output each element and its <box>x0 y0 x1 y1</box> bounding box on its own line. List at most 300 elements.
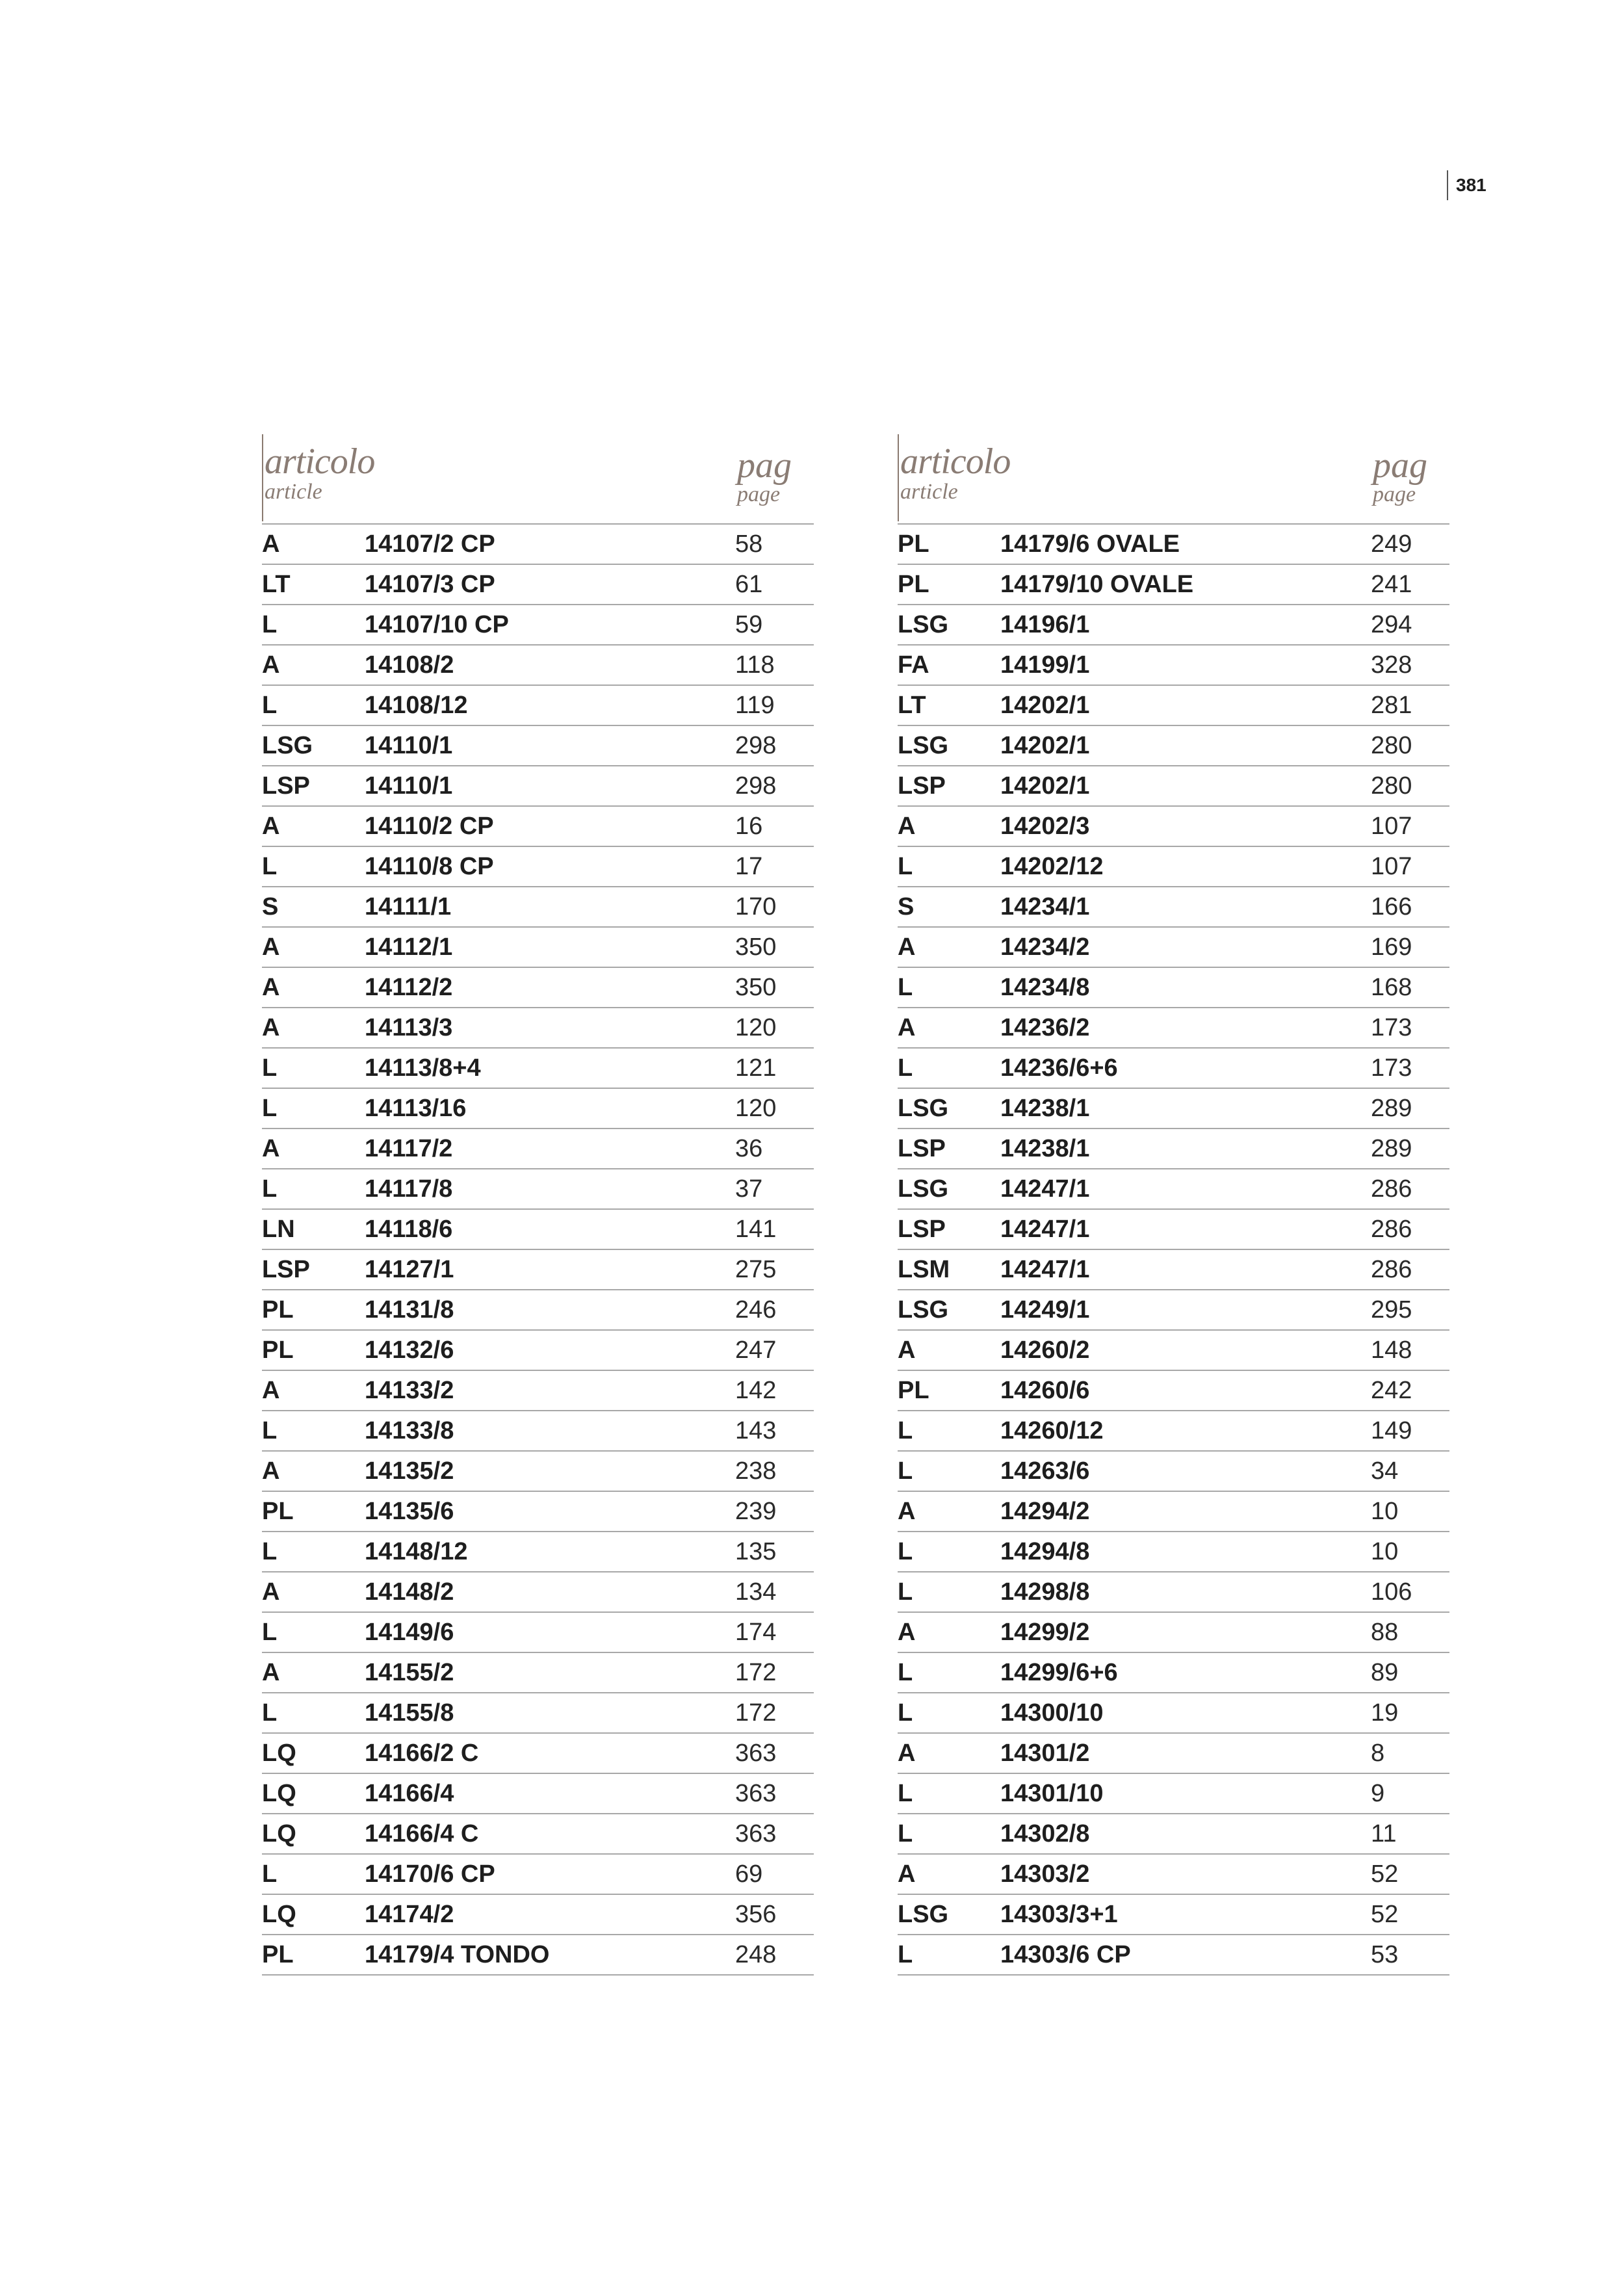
article-number-cell: 14298/8 <box>1000 1572 1371 1612</box>
article-number-cell: 14299/6+6 <box>1000 1652 1371 1693</box>
page-ref-cell: 328 <box>1371 645 1449 685</box>
article-number-cell: 14108/2 <box>365 645 735 685</box>
article-number-cell: 14299/2 <box>1000 1612 1371 1652</box>
page-ref-cell: 286 <box>1371 1209 1449 1249</box>
table-row <box>262 1572 814 1612</box>
page-ref-cell: 119 <box>735 685 814 725</box>
article-number-cell: 14108/12 <box>365 685 735 725</box>
article-number-cell: 14107/10 CP <box>365 605 735 645</box>
article-number-cell: 14110/1 <box>365 725 735 766</box>
table-row <box>262 1330 814 1370</box>
page-ref-cell: 168 <box>1371 967 1449 1008</box>
page-ref-cell: 52 <box>1371 1854 1449 1894</box>
article-number-cell: 14300/10 <box>1000 1693 1371 1733</box>
page-ref-cell: 17 <box>735 846 814 887</box>
page-ref-cell: 289 <box>1371 1088 1449 1128</box>
article-number-cell: 14202/12 <box>1000 846 1371 887</box>
page-ref-cell: 356 <box>735 1894 814 1935</box>
table-row <box>898 1894 1449 1935</box>
family-code-cell: L <box>262 1169 365 1209</box>
article-number-cell: 14132/6 <box>365 1330 735 1370</box>
family-code-cell: A <box>262 1008 365 1048</box>
family-code-cell: A <box>898 1612 1000 1652</box>
article-number-cell: 14148/12 <box>365 1532 735 1572</box>
column-header <box>898 434 1449 523</box>
table-row <box>898 1290 1449 1330</box>
family-code-cell: L <box>898 1048 1000 1088</box>
page-ref-cell: 16 <box>735 806 814 846</box>
article-number-cell: 14247/1 <box>1000 1249 1371 1290</box>
page-ref-cell: 239 <box>735 1491 814 1532</box>
column-header <box>262 434 814 523</box>
table-row <box>898 1491 1449 1532</box>
article-number-cell: 14107/3 CP <box>365 564 735 605</box>
article-number-cell: 14112/2 <box>365 967 735 1008</box>
family-code-cell: LSG <box>898 1290 1000 1330</box>
article-number-cell: 14117/2 <box>365 1128 735 1169</box>
table-row <box>262 725 814 766</box>
table-row <box>898 1008 1449 1048</box>
table-row <box>898 1411 1449 1451</box>
page-ref-cell: 58 <box>735 524 814 564</box>
page-ref-cell: 350 <box>735 927 814 967</box>
page-ref-cell: 363 <box>735 1814 814 1854</box>
family-code-cell: S <box>898 887 1000 927</box>
family-code-cell: LSP <box>262 1249 365 1290</box>
article-number-cell: 14301/2 <box>1000 1733 1371 1773</box>
article-number-cell: 14202/1 <box>1000 766 1371 806</box>
family-code-cell: LQ <box>262 1894 365 1935</box>
article-number-cell: 14127/1 <box>365 1249 735 1290</box>
table-row <box>262 1854 814 1894</box>
page-number: 381 <box>1447 170 1487 200</box>
table-row <box>262 1894 814 1935</box>
page-ref-cell: 11 <box>1371 1814 1449 1854</box>
family-code-cell: A <box>262 1370 365 1411</box>
family-code-cell: L <box>262 1088 365 1128</box>
table-row <box>262 1008 814 1048</box>
index-column-right <box>898 434 1449 1976</box>
header-article-english: article <box>265 480 322 504</box>
table-row <box>262 1370 814 1411</box>
header-page-english: page <box>737 482 781 506</box>
table-row <box>898 887 1449 927</box>
page-ref-cell: 53 <box>1371 1935 1449 1975</box>
page-ref-cell: 363 <box>735 1733 814 1773</box>
table-row <box>898 927 1449 967</box>
family-code-cell: S <box>262 887 365 927</box>
page-ref-cell: 166 <box>1371 887 1449 927</box>
header-article-italian: articolo <box>265 441 375 482</box>
family-code-cell: L <box>898 1773 1000 1814</box>
page-ref-cell: 148 <box>1371 1330 1449 1370</box>
article-number-cell: 14260/12 <box>1000 1411 1371 1451</box>
table-row <box>262 1411 814 1451</box>
page-ref-cell: 350 <box>735 967 814 1008</box>
family-code-cell: A <box>262 1128 365 1169</box>
page-ref-cell: 247 <box>735 1330 814 1370</box>
article-number-cell: 14107/2 CP <box>365 524 735 564</box>
table-row <box>898 645 1449 685</box>
family-code-cell: A <box>262 1572 365 1612</box>
family-code-cell: A <box>262 1652 365 1693</box>
article-number-cell: 14110/2 CP <box>365 806 735 846</box>
article-number-cell: 14303/6 CP <box>1000 1935 1371 1975</box>
header-page-italian: pag <box>1373 445 1427 486</box>
page-ref-cell: 280 <box>1371 766 1449 806</box>
table-row <box>898 1693 1449 1733</box>
table-row <box>262 1693 814 1733</box>
article-number-cell: 14149/6 <box>365 1612 735 1652</box>
page-ref-cell: 241 <box>1371 564 1449 605</box>
page-ref-cell: 286 <box>1371 1249 1449 1290</box>
article-number-cell: 14117/8 <box>365 1169 735 1209</box>
family-code-cell: PL <box>262 1935 365 1975</box>
table-row <box>898 1128 1449 1169</box>
table-row <box>898 1854 1449 1894</box>
page-ref-cell: 37 <box>735 1169 814 1209</box>
family-code-cell: LSP <box>262 766 365 806</box>
table-row <box>898 1532 1449 1572</box>
table-row <box>898 1733 1449 1773</box>
family-code-cell: LSP <box>898 766 1000 806</box>
table-row <box>262 967 814 1008</box>
page-ref-cell: 170 <box>735 887 814 927</box>
page-ref-cell: 238 <box>735 1451 814 1491</box>
table-row <box>898 605 1449 645</box>
family-code-cell: LSG <box>898 1894 1000 1935</box>
article-number-cell: 14303/2 <box>1000 1854 1371 1894</box>
page-ref-cell: 172 <box>735 1693 814 1733</box>
table-row <box>898 1088 1449 1128</box>
table-row <box>262 927 814 967</box>
page-ref-cell: 89 <box>1371 1652 1449 1693</box>
family-code-cell: L <box>898 846 1000 887</box>
table-row <box>262 1088 814 1128</box>
header-article-english: article <box>900 480 958 504</box>
family-code-cell: A <box>898 1733 1000 1773</box>
family-code-cell: PL <box>898 1370 1000 1411</box>
family-code-cell: A <box>262 1451 365 1491</box>
family-code-cell: PL <box>262 1290 365 1330</box>
page-ref-cell: 34 <box>1371 1451 1449 1491</box>
family-code-cell: L <box>262 605 365 645</box>
article-number-cell: 14301/10 <box>1000 1773 1371 1814</box>
page-ref-cell: 88 <box>1371 1612 1449 1652</box>
table-row <box>898 524 1449 564</box>
family-code-cell: LSG <box>262 725 365 766</box>
family-code-cell: A <box>262 524 365 564</box>
article-number-cell: 14133/8 <box>365 1411 735 1451</box>
article-number-cell: 14110/1 <box>365 766 735 806</box>
page-ref-cell: 242 <box>1371 1370 1449 1411</box>
family-code-cell: LSM <box>898 1249 1000 1290</box>
page-ref-cell: 134 <box>735 1572 814 1612</box>
table-row <box>262 1733 814 1773</box>
article-number-cell: 14249/1 <box>1000 1290 1371 1330</box>
table-row <box>262 1612 814 1652</box>
header-article-italian: articolo <box>900 441 1011 482</box>
table-row <box>898 1814 1449 1854</box>
family-code-cell: FA <box>898 645 1000 685</box>
page-ref-cell: 248 <box>735 1935 814 1975</box>
family-code-cell: L <box>898 1532 1000 1572</box>
article-number-cell: 14234/1 <box>1000 887 1371 927</box>
family-code-cell: L <box>898 1693 1000 1733</box>
index-table <box>898 523 1449 1976</box>
table-row <box>898 685 1449 725</box>
family-code-cell: L <box>262 1532 365 1572</box>
table-row <box>898 846 1449 887</box>
article-number-cell: 14110/8 CP <box>365 846 735 887</box>
page-ref-cell: 106 <box>1371 1572 1449 1612</box>
family-code-cell: L <box>262 846 365 887</box>
article-number-cell: 14179/10 OVALE <box>1000 564 1371 605</box>
page-ref-cell: 281 <box>1371 685 1449 725</box>
header-page-english: page <box>1373 482 1416 506</box>
page-ref-cell: 10 <box>1371 1532 1449 1572</box>
table-row <box>898 564 1449 605</box>
article-number-cell: 14236/2 <box>1000 1008 1371 1048</box>
article-number-cell: 14166/4 C <box>365 1814 735 1854</box>
family-code-cell: L <box>898 1451 1000 1491</box>
page-ref-cell: 121 <box>735 1048 814 1088</box>
table-row <box>898 1330 1449 1370</box>
table-row <box>898 967 1449 1008</box>
table-row <box>898 766 1449 806</box>
page-ref-cell: 135 <box>735 1532 814 1572</box>
family-code-cell: LSG <box>898 725 1000 766</box>
page-ref-cell: 289 <box>1371 1128 1449 1169</box>
family-code-cell: LQ <box>262 1773 365 1814</box>
table-row <box>898 1572 1449 1612</box>
table-row <box>898 806 1449 846</box>
article-number-cell: 14174/2 <box>365 1894 735 1935</box>
family-code-cell: A <box>262 645 365 685</box>
family-code-cell: A <box>262 806 365 846</box>
table-row <box>262 1773 814 1814</box>
page-ref-cell: 143 <box>735 1411 814 1451</box>
table-row <box>898 1249 1449 1290</box>
family-code-cell: A <box>262 927 365 967</box>
table-row <box>262 806 814 846</box>
index-column-left <box>262 434 814 1976</box>
family-code-cell: L <box>898 1935 1000 1975</box>
article-number-cell: 14133/2 <box>365 1370 735 1411</box>
family-code-cell: LSG <box>898 1169 1000 1209</box>
table-row <box>898 1048 1449 1088</box>
page-ref-cell: 107 <box>1371 846 1449 887</box>
table-row <box>262 1290 814 1330</box>
page-ref-cell: 173 <box>1371 1048 1449 1088</box>
family-code-cell: L <box>898 1652 1000 1693</box>
page-ref-cell: 10 <box>1371 1491 1449 1532</box>
family-code-cell: PL <box>898 524 1000 564</box>
article-number-cell: 14236/6+6 <box>1000 1048 1371 1088</box>
family-code-cell: LSG <box>898 1088 1000 1128</box>
article-number-cell: 14247/1 <box>1000 1209 1371 1249</box>
page-ref-cell: 294 <box>1371 605 1449 645</box>
header-divider <box>898 434 899 521</box>
table-row <box>262 1491 814 1532</box>
family-code-cell: A <box>898 1330 1000 1370</box>
article-number-cell: 14170/6 CP <box>365 1854 735 1894</box>
page-ref-cell: 298 <box>735 766 814 806</box>
family-code-cell: PL <box>898 564 1000 605</box>
family-code-cell: A <box>898 927 1000 967</box>
table-row <box>898 1209 1449 1249</box>
page-ref-cell: 120 <box>735 1088 814 1128</box>
family-code-cell: L <box>262 1612 365 1652</box>
page-ref-cell: 107 <box>1371 806 1449 846</box>
table-row <box>898 1935 1449 1975</box>
page-ref-cell: 52 <box>1371 1894 1449 1935</box>
page-ref-cell: 173 <box>1371 1008 1449 1048</box>
table-row <box>898 1451 1449 1491</box>
index-table <box>262 523 814 1976</box>
article-number-cell: 14260/2 <box>1000 1330 1371 1370</box>
table-row <box>262 846 814 887</box>
family-code-cell: L <box>262 1854 365 1894</box>
article-number-cell: 14113/8+4 <box>365 1048 735 1088</box>
table-row <box>262 1814 814 1854</box>
family-code-cell: L <box>898 1814 1000 1854</box>
family-code-cell: A <box>898 1854 1000 1894</box>
article-number-cell: 14113/3 <box>365 1008 735 1048</box>
family-code-cell: PL <box>262 1330 365 1370</box>
family-code-cell: L <box>898 967 1000 1008</box>
article-number-cell: 14112/1 <box>365 927 735 967</box>
page-ref-cell: 246 <box>735 1290 814 1330</box>
article-number-cell: 14234/2 <box>1000 927 1371 967</box>
article-number-cell: 14155/8 <box>365 1693 735 1733</box>
page-ref-cell: 9 <box>1371 1773 1449 1814</box>
table-row <box>262 685 814 725</box>
table-row <box>262 1935 814 1975</box>
table-row <box>262 524 814 564</box>
article-number-cell: 14199/1 <box>1000 645 1371 685</box>
family-code-cell: A <box>898 1491 1000 1532</box>
article-number-cell: 14202/3 <box>1000 806 1371 846</box>
article-number-cell: 14303/3+1 <box>1000 1894 1371 1935</box>
article-number-cell: 14118/6 <box>365 1209 735 1249</box>
family-code-cell: LT <box>898 685 1000 725</box>
page-ref-cell: 363 <box>735 1773 814 1814</box>
article-number-cell: 14131/8 <box>365 1290 735 1330</box>
family-code-cell: A <box>898 806 1000 846</box>
page-ref-cell: 141 <box>735 1209 814 1249</box>
table-row <box>262 1532 814 1572</box>
page-ref-cell: 169 <box>1371 927 1449 967</box>
header-page-italian: pag <box>737 445 792 486</box>
table-row <box>898 1370 1449 1411</box>
page-ref-cell: 118 <box>735 645 814 685</box>
family-code-cell: A <box>262 967 365 1008</box>
family-code-cell: LSG <box>898 605 1000 645</box>
table-row <box>262 1169 814 1209</box>
table-row <box>262 887 814 927</box>
family-code-cell: LSP <box>898 1209 1000 1249</box>
article-number-cell: 14302/8 <box>1000 1814 1371 1854</box>
page-ref-cell: 172 <box>735 1652 814 1693</box>
article-number-cell: 14263/6 <box>1000 1451 1371 1491</box>
article-number-cell: 14135/2 <box>365 1451 735 1491</box>
article-number-cell: 14113/16 <box>365 1088 735 1128</box>
page-ref-cell: 298 <box>735 725 814 766</box>
table-row <box>262 564 814 605</box>
article-number-cell: 14166/2 C <box>365 1733 735 1773</box>
article-number-cell: 14294/2 <box>1000 1491 1371 1532</box>
table-row <box>898 1612 1449 1652</box>
page-ref-cell: 280 <box>1371 725 1449 766</box>
article-number-cell: 14260/6 <box>1000 1370 1371 1411</box>
page-ref-cell: 149 <box>1371 1411 1449 1451</box>
table-row <box>262 1128 814 1169</box>
article-number-cell: 14179/6 OVALE <box>1000 524 1371 564</box>
table-row <box>262 766 814 806</box>
table-row <box>262 1048 814 1088</box>
article-number-cell: 14148/2 <box>365 1572 735 1612</box>
table-row <box>898 1169 1449 1209</box>
article-number-cell: 14247/1 <box>1000 1169 1371 1209</box>
article-number-cell: 14238/1 <box>1000 1128 1371 1169</box>
family-code-cell: LT <box>262 564 365 605</box>
family-code-cell: L <box>262 1048 365 1088</box>
table-row <box>898 1773 1449 1814</box>
article-number-cell: 14196/1 <box>1000 605 1371 645</box>
article-number-cell: 14238/1 <box>1000 1088 1371 1128</box>
article-number-cell: 14202/1 <box>1000 725 1371 766</box>
page-ref-cell: 69 <box>735 1854 814 1894</box>
family-code-cell: L <box>898 1572 1000 1612</box>
family-code-cell: PL <box>262 1491 365 1532</box>
family-code-cell: A <box>898 1008 1000 1048</box>
table-row <box>898 1652 1449 1693</box>
page-ref-cell: 36 <box>735 1128 814 1169</box>
page-ref-cell: 61 <box>735 564 814 605</box>
table-row <box>262 1249 814 1290</box>
header-divider <box>262 434 263 521</box>
page-ref-cell: 142 <box>735 1370 814 1411</box>
page-ref-cell: 275 <box>735 1249 814 1290</box>
article-number-cell: 14234/8 <box>1000 967 1371 1008</box>
table-row <box>262 1451 814 1491</box>
family-code-cell: LQ <box>262 1814 365 1854</box>
family-code-cell: L <box>262 1411 365 1451</box>
family-code-cell: LQ <box>262 1733 365 1773</box>
family-code-cell: LN <box>262 1209 365 1249</box>
table-row <box>262 1652 814 1693</box>
page-ref-cell: 120 <box>735 1008 814 1048</box>
table-row <box>262 1209 814 1249</box>
page-ref-cell: 19 <box>1371 1693 1449 1733</box>
page-ref-cell: 286 <box>1371 1169 1449 1209</box>
article-number-cell: 14294/8 <box>1000 1532 1371 1572</box>
table-row <box>262 645 814 685</box>
family-code-cell: L <box>262 1693 365 1733</box>
page-ref-cell: 295 <box>1371 1290 1449 1330</box>
page-ref-cell: 59 <box>735 605 814 645</box>
family-code-cell: LSP <box>898 1128 1000 1169</box>
page-ref-cell: 174 <box>735 1612 814 1652</box>
article-number-cell: 14202/1 <box>1000 685 1371 725</box>
table-row <box>898 725 1449 766</box>
article-number-cell: 14135/6 <box>365 1491 735 1532</box>
article-number-cell: 14166/4 <box>365 1773 735 1814</box>
page-ref-cell: 249 <box>1371 524 1449 564</box>
article-number-cell: 14155/2 <box>365 1652 735 1693</box>
article-number-cell: 14111/1 <box>365 887 735 927</box>
